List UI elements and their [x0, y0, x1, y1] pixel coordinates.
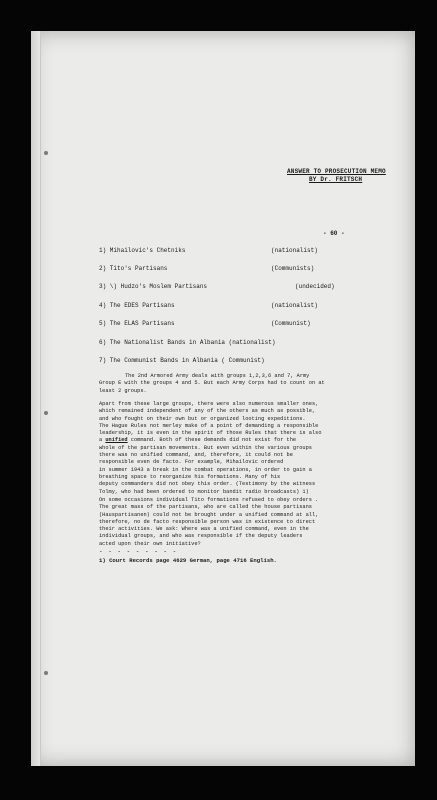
group-label: 4) The EDES Partisans	[99, 302, 175, 309]
group-affiliation: (Communists)	[271, 265, 315, 272]
group-item	[99, 247, 318, 255]
group-label: 2) Tito's Partisans	[99, 265, 168, 272]
text-line: individual groups, and who was responsible if the deputy leaders	[99, 533, 303, 540]
text-line: Group E with the groups 4 and 5. But each Army Corps had to count on at	[99, 380, 325, 387]
header-title: ANSWER TO PROSECUTION MEMO	[287, 168, 386, 175]
document-header	[287, 168, 399, 184]
group-item	[99, 320, 311, 328]
text-line: On some occasions individual Tito formations refused to obey orders .	[99, 497, 319, 503]
text-line: acted upon their own initiative?	[99, 540, 201, 547]
group-affiliation: (nationalist)	[271, 302, 318, 309]
document-page	[31, 31, 415, 766]
text-line: (Hauspartisanen) could not be brought under a unified command at all,	[99, 511, 319, 518]
text-line: leadership, it is even in the spirit of those Rules that there is also	[99, 430, 322, 437]
text-line: The great mass of the partisans, who are called the house partisans	[99, 504, 312, 511]
group-item	[99, 265, 315, 273]
punch-hole	[44, 151, 48, 155]
group-item	[99, 339, 275, 347]
footnote: 1) Court Records page 4629 German, page 4716 English.	[99, 557, 277, 564]
punch-hole	[44, 411, 48, 415]
group-label: 3) \) Hudzo's Moslem Partisans	[99, 283, 208, 290]
group-affiliation: (Communist)	[271, 320, 311, 327]
group-item	[99, 357, 265, 365]
group-label: 7) The Communist Bands in Albania ( Communist)	[99, 357, 265, 364]
text-line: whole of the partisan movements. But even within the various groups	[99, 444, 312, 451]
page-number: - 60 -	[323, 230, 345, 237]
underlined-word: unified	[105, 437, 128, 444]
text-line: their activities. We ask: Where was a unified command, even in the	[99, 526, 309, 533]
paragraph-army-groups	[99, 373, 399, 395]
text-line: in summer 1943 a break in the combat operations, in order to gain a	[99, 466, 312, 473]
text-line: there was no unified command, and, therefore, it could not be	[99, 452, 293, 459]
text-line: The Hague Rules not merley make of a point of demanding a responsible	[99, 422, 319, 429]
punch-hole	[44, 671, 48, 675]
text-line: a unified command. Both of these demands did not exist for the	[99, 437, 297, 444]
page-binding-edge	[31, 31, 41, 766]
group-label: 5) The ELAS Partisans	[99, 320, 175, 327]
text-line: The 2nd Armored Army deals with groups 1,2,3,6 and 7, Army	[125, 373, 310, 379]
text-line: responsible even de facto. For example, Mihailovic ordered	[99, 459, 284, 466]
header-author: BY Dr. FRITSCH	[309, 176, 363, 183]
text-line: deputy commanders did not obey this order. (Testimony by the witness	[99, 481, 316, 488]
group-item	[99, 302, 318, 310]
text-line: Apart from these large groups, there were also numerous smaller ones,	[99, 401, 319, 407]
footnote-separator: - - - - - - - - -	[99, 548, 178, 555]
document-body	[99, 168, 399, 564]
group-affiliation: (nationalist)	[271, 247, 318, 254]
group-item	[99, 283, 335, 291]
paragraph-house-partisans	[99, 497, 399, 548]
group-label: 6) The Nationalist Bands in Albania (nationalist)	[99, 339, 276, 346]
paragraph-unified-command	[99, 401, 399, 496]
text-line: Tolmy, who had been ordered to monitor bandit radio broadcasts) 1)	[99, 488, 309, 495]
text-line: least 2 groups.	[99, 387, 147, 394]
text-line: which remained independent of any of the others as much as possible,	[99, 408, 316, 415]
group-label: 1) Mihailovic's Chetniks	[99, 247, 186, 254]
text-line: and who fought on their own but or organized looting expeditions.	[99, 415, 306, 422]
text-line: therefore, no de facto responsible person was in existence to direct	[99, 518, 316, 525]
group-affiliation: (undecided)	[295, 283, 335, 290]
text-line: breathing space to reorganize his formations. Many of his	[99, 473, 281, 480]
